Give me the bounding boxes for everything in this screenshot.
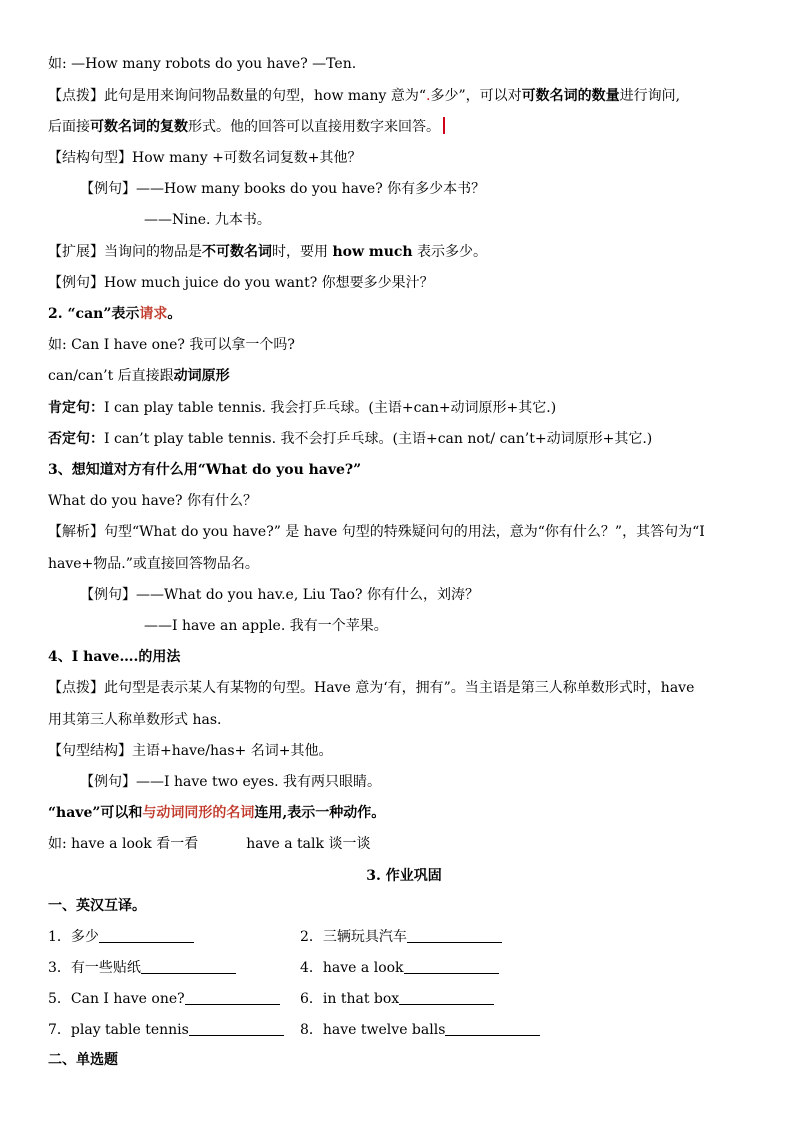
text: 【点拨】此句是用来询问物品数量的句型，how many 意为“ bbox=[48, 88, 427, 104]
section-title: 3. 作业巩固 bbox=[366, 868, 442, 884]
example-line: What do you have? 你有什么？ bbox=[48, 493, 257, 509]
example-line: 【例句】——I have two eyes. 我有两只眼睛。 bbox=[80, 774, 382, 790]
example-line: 【例句】How much juice do you want? 你想要多少果汁？ bbox=[48, 275, 434, 291]
item-text: 1．多少 bbox=[48, 929, 99, 945]
bold-text: 不可数名词 bbox=[202, 244, 272, 260]
item-text: 3．有一些贴纸 bbox=[48, 960, 141, 976]
text: 进行询问, bbox=[619, 88, 681, 104]
item-text: 6．in that box bbox=[300, 991, 400, 1007]
example-line: 如: —How many robots do you have? —Ten. bbox=[48, 56, 357, 72]
section-heading: 3、想知道对方有什么用“What do you have?” bbox=[48, 462, 362, 478]
exercise-item bbox=[300, 958, 499, 978]
exercise-item bbox=[48, 1020, 284, 1040]
bold-text: 可数名词的数量 bbox=[521, 88, 620, 104]
highlight-text: 请求 bbox=[139, 306, 168, 322]
section-heading: 4、I have….的用法 bbox=[48, 649, 181, 665]
bold-label: 否定句： bbox=[48, 431, 104, 447]
item-text: 8．have twelve balls bbox=[300, 1022, 446, 1038]
example-line: 【例句】——What do you hav.e, Liu Tao? 你有什么，刘涛？ bbox=[80, 587, 479, 603]
bold-text: 可数名词的复数 bbox=[90, 119, 188, 135]
note-line bbox=[48, 803, 385, 823]
exercise-item bbox=[300, 989, 494, 1009]
bold-label: 肯定句： bbox=[48, 400, 104, 416]
highlight-text: 与动词同形的名词 bbox=[142, 805, 255, 821]
text: 如: have a look 看一看 bbox=[48, 836, 199, 852]
bold-text: how much bbox=[332, 244, 413, 260]
section-heading bbox=[48, 304, 181, 324]
text: 多少”，可以对 bbox=[430, 88, 522, 104]
tip-line-1: 【点拨】此句型是表示某人有某物的句型。Have 意为‘有，拥有”。当主语是第三人称单数形式时，have bbox=[48, 680, 695, 696]
example-answer: ——I have an apple. 我有一个苹果。 bbox=[144, 618, 388, 634]
text: 2. “can”表示 bbox=[48, 306, 140, 322]
item-text: 2．三辆玩具汽车 bbox=[300, 929, 407, 945]
item-text: 4．have a look bbox=[300, 960, 404, 976]
exercise-item bbox=[48, 927, 194, 947]
text: 【扩展】当询问的物品是 bbox=[48, 244, 202, 260]
item-text: 7．play table tennis bbox=[48, 1022, 189, 1038]
answer-blank[interactable] bbox=[445, 1021, 540, 1036]
text: 形式。他的回答可以直接用数字来回答。 bbox=[188, 119, 440, 135]
exercise-item bbox=[300, 927, 502, 947]
tip-line-2 bbox=[48, 117, 445, 137]
bold-text: 动词原形 bbox=[173, 368, 230, 384]
exercise-item bbox=[48, 958, 236, 978]
part-heading: 一、英汉互译。 bbox=[48, 898, 146, 914]
answer-blank[interactable] bbox=[99, 928, 194, 943]
part-heading: 二、单选题 bbox=[48, 1052, 118, 1068]
red-dot: . bbox=[426, 88, 431, 104]
answer-blank[interactable] bbox=[141, 959, 236, 974]
answer-blank[interactable] bbox=[189, 1021, 284, 1036]
rule-line bbox=[48, 366, 230, 386]
example-line: 如: Can I have one? 我可以拿一个吗? bbox=[48, 337, 295, 353]
text: 后面接 bbox=[48, 119, 90, 135]
text-cursor bbox=[443, 117, 445, 134]
text: I can’t play table tennis. 我不会打乒乓球。(主语+can not/ can’t+动词原形+其它.) bbox=[104, 431, 653, 447]
text: can/can’t 后直接跟 bbox=[48, 368, 174, 384]
text: 时，要用 bbox=[272, 244, 333, 260]
text: have a talk 谈一谈 bbox=[246, 836, 371, 852]
tip-line-1 bbox=[48, 86, 680, 106]
analysis-line-2: have+物品.”或直接回答物品名。 bbox=[48, 556, 259, 572]
structure-line: 【句型结构】主语+have/has+ 名词+其他。 bbox=[48, 743, 333, 759]
negative-line bbox=[48, 429, 652, 449]
text: “have”可以和 bbox=[48, 805, 143, 821]
answer-blank[interactable] bbox=[185, 990, 280, 1005]
affirmative-line bbox=[48, 398, 556, 418]
item-text: 5．Can I have one? bbox=[48, 991, 185, 1007]
answer-blank[interactable] bbox=[399, 990, 494, 1005]
analysis-line-1: 【解析】句型“What do you have?” 是 have 句型的特殊疑问句的用法，意为“你有什么？”，其答句为“I bbox=[48, 524, 705, 540]
extension-line bbox=[48, 242, 487, 262]
exercise-item bbox=[300, 1020, 540, 1040]
exercise-item bbox=[48, 989, 280, 1009]
text: 。 bbox=[167, 306, 182, 322]
text: I can play table tennis. 我会打乒乓球。(主语+can+动词原形+其它.) bbox=[104, 400, 557, 416]
tip-line-2: 用其第三人称单数形式 has. bbox=[48, 712, 222, 728]
example-line bbox=[48, 834, 370, 854]
example-answer: ——Nine. 九本书。 bbox=[144, 212, 271, 228]
text: 表示多少。 bbox=[412, 244, 488, 260]
text: 连用,表示一种动作。 bbox=[254, 805, 386, 821]
structure-line: 【结构句型】How many +可数名词复数+其他？ bbox=[48, 150, 362, 166]
example-line: 【例句】——How many books do you have? 你有多少本书？ bbox=[80, 181, 486, 197]
answer-blank[interactable] bbox=[404, 959, 499, 974]
answer-blank[interactable] bbox=[407, 928, 502, 943]
